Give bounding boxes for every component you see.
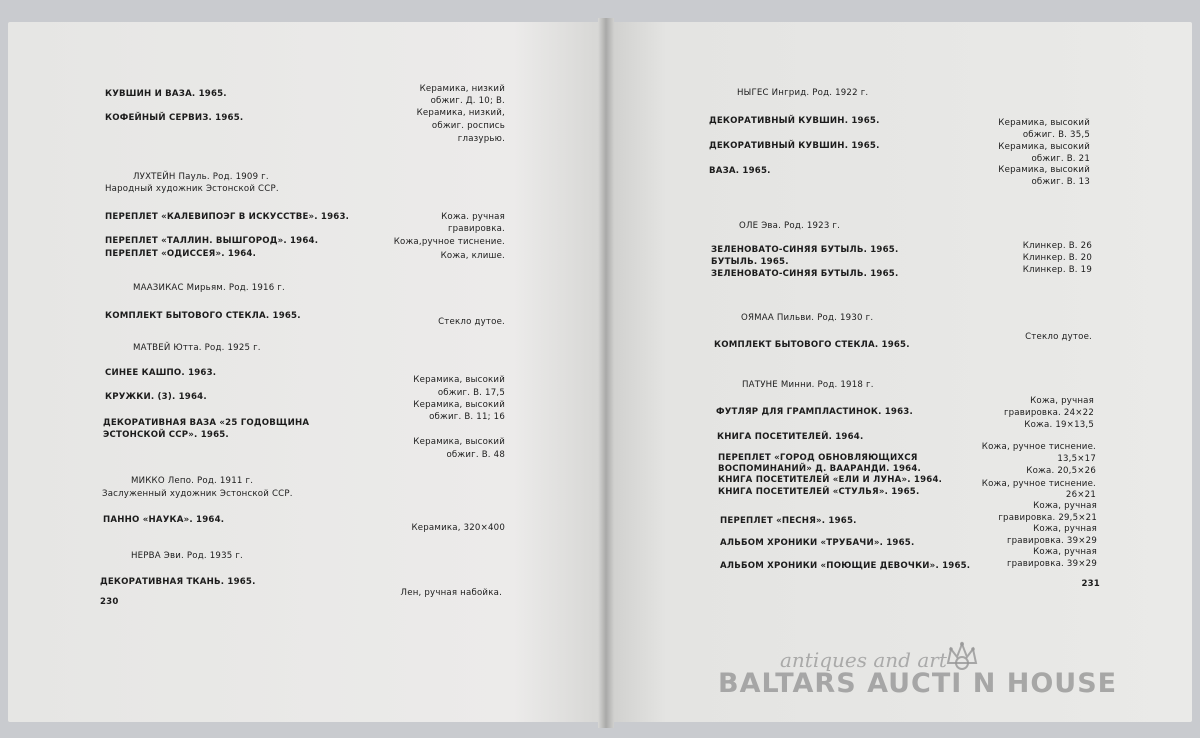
entry-title: КРУЖКИ. (3). 1964.	[105, 392, 207, 402]
entry-material: Керамика, высокий	[413, 437, 505, 447]
artist-heading: ЛУХТЕЙН Пауль. Род. 1909 г.	[133, 172, 269, 182]
entry-title: ЗЕЛЕНОВАТО-СИНЯЯ БУТЫЛЬ. 1965.	[711, 245, 899, 255]
entry-material: Кожа, ручная	[1030, 396, 1094, 406]
entry-material: Лен, ручная набойка.	[400, 588, 502, 598]
entry-title: КНИГА ПОСЕТИТЕЛЕЙ «СТУЛЬЯ». 1965.	[718, 487, 920, 497]
artist-heading: ПАТУНЕ Минни. Род. 1918 г.	[742, 380, 874, 390]
entry-title: СИНЕЕ КАШПО. 1963.	[105, 368, 217, 378]
entry-material: Керамика, высокий	[998, 118, 1090, 128]
entry-material: Керамика, низкий	[419, 84, 505, 94]
watermark-script: antiques and art	[780, 648, 947, 672]
entry-title: АЛЬБОМ ХРОНИКИ «ПОЮЩИЕ ДЕВОЧКИ». 1965.	[720, 561, 971, 571]
entry-material: Стекло дутое.	[438, 317, 505, 327]
entry-title: КОМПЛЕКТ БЫТОВОГО СТЕКЛА. 1965.	[714, 340, 910, 350]
artist-heading: НЕРВА Эви. Род. 1935 г.	[131, 551, 243, 561]
entry-material: Керамика, высокий	[998, 165, 1090, 175]
entry-title: КОФЕЙНЫЙ СЕРВИЗ. 1965.	[105, 113, 244, 123]
watermark-logo: BALTARS AUCTI N HOUSE	[718, 668, 1118, 699]
entry-title: ПЕРЕПЛЕТ «ОДИССЕЯ». 1964.	[105, 249, 257, 259]
entry-material: Кожа,ручное тиснение.	[393, 237, 505, 247]
page-number: 231	[1081, 579, 1100, 589]
entry-title: ДЕКОРАТИВНАЯ ВАЗА «25 ГОДОВЩИНА	[103, 418, 310, 428]
entry-material: Керамика, низкий,	[416, 108, 505, 118]
entry-title: КОМПЛЕКТ БЫТОВОГО СТЕКЛА. 1965.	[105, 311, 301, 321]
entry-title: ПЕРЕПЛЕТ «ГОРОД ОБНОВЛЯЮЩИХСЯ	[718, 453, 918, 463]
entry-title: ДЕКОРАТИВНЫЙ КУВШИН. 1965.	[709, 116, 880, 126]
entry-material: Клинкер. В. 20	[1022, 253, 1092, 263]
book-gutter	[598, 18, 614, 728]
left-page	[8, 22, 603, 722]
entry-material: Кожа, ручное тиснение.	[981, 442, 1096, 452]
entry-material: Кожа, ручная	[1033, 524, 1097, 534]
entry-material: Кожа, ручная	[1033, 501, 1097, 511]
entry-material: Кожа. 19×13,5	[1024, 420, 1094, 430]
artist-note: Народный художник Эстонской ССР.	[105, 184, 279, 194]
entry-material: Кожа. 20,5×26	[1026, 466, 1096, 476]
entry-material: обжиг. В. 35,5	[1022, 130, 1090, 140]
artist-heading: МИККО Лепо. Род. 1911 г.	[131, 476, 254, 486]
entry-title: КНИГА ПОСЕТИТЕЛЕЙ. 1964.	[717, 432, 864, 442]
artist-heading: ОЛЕ Эва. Род. 1923 г.	[739, 221, 841, 231]
entry-material: 26×21	[1065, 490, 1096, 500]
page-number: 230	[100, 597, 119, 607]
entry-title: ФУТЛЯР ДЛЯ ГРАМПЛАСТИНОК. 1963.	[716, 407, 913, 417]
entry-title: ПЕРЕПЛЕТ «КАЛЕВИПОЭГ В ИСКУССТВЕ». 1963.	[105, 212, 350, 222]
entry-title: ПЕРЕПЛЕТ «ПЕСНЯ». 1965.	[720, 516, 857, 526]
entry-material: обжиг. В. 11; 16	[429, 412, 505, 422]
entry-material: Керамика, 320×400	[411, 523, 505, 533]
entry-material: обжиг. В. 21	[1031, 154, 1090, 164]
entry-material: Стекло дутое.	[1025, 332, 1092, 342]
entry-material: Керамика, высокий	[413, 375, 505, 385]
entry-material: 13,5×17	[1057, 454, 1096, 464]
crown-icon	[945, 641, 979, 671]
entry-material: Кожа. ручная	[441, 212, 505, 222]
entry-material: гравировка. 39×29	[1006, 536, 1097, 546]
entry-title: КНИГА ПОСЕТИТЕЛЕЙ «ЕЛИ И ЛУНА». 1964.	[718, 475, 943, 485]
entry-material: обжиг. В. 13	[1031, 177, 1090, 187]
entry-title: АЛЬБОМ ХРОНИКИ «ТРУБАЧИ». 1965.	[720, 538, 915, 548]
entry-title: КУВШИН И ВАЗА. 1965.	[105, 89, 227, 99]
entry-material: гравировка. 24×22	[1003, 408, 1094, 418]
entry-material: обжиг. роспись	[431, 121, 505, 131]
entry-material: обжиг. В. 17,5	[437, 388, 505, 398]
entry-title: ПАННО «НАУКА». 1964.	[103, 515, 225, 525]
entry-title: ПЕРЕПЛЕТ «ТАЛЛИН. ВЫШГОРОД». 1964.	[105, 236, 319, 246]
entry-title: ВАЗА. 1965.	[709, 166, 771, 176]
entry-title: ЭСТОНСКОЙ ССР». 1965.	[103, 430, 229, 440]
entry-material: гравировка.	[447, 224, 505, 234]
entry-material: обжиг. В. 48	[446, 450, 505, 460]
entry-material: Керамика, высокий	[413, 400, 505, 410]
entry-title: ЗЕЛЕНОВАТО-СИНЯЯ БУТЫЛЬ. 1965.	[711, 269, 899, 279]
entry-material: Клинкер. В. 19	[1022, 265, 1092, 275]
entry-title: ДЕКОРАТИВНАЯ ТКАНЬ. 1965.	[100, 577, 256, 587]
entry-title: ДЕКОРАТИВНЫЙ КУВШИН. 1965.	[709, 141, 880, 151]
entry-material: Клинкер. В. 26	[1022, 241, 1092, 251]
artist-heading: МААЗИКАС Мирьям. Род. 1916 г.	[133, 283, 285, 293]
entry-material: Кожа, ручное тиснение.	[981, 479, 1096, 489]
entry-material: обжиг. Д. 10; В.	[430, 96, 505, 106]
entry-material: Кожа, ручная	[1033, 547, 1097, 557]
entry-material: Кожа, клише.	[440, 251, 505, 261]
artist-note: Заслуженный художник Эстонской ССР.	[102, 489, 293, 499]
entry-material: гравировка. 29,5×21	[998, 513, 1097, 523]
artist-heading: ОЯМАА Пильви. Род. 1930 г.	[741, 313, 874, 323]
entry-material: глазурью.	[457, 134, 505, 144]
artist-heading: МАТВЕЙ Ютта. Род. 1925 г.	[133, 343, 261, 353]
artist-heading: НЫГЕС Ингрид. Род. 1922 г.	[737, 88, 869, 98]
right-page	[608, 22, 1192, 722]
entry-title: БУТЫЛЬ. 1965.	[711, 257, 789, 267]
entry-material: Керамика, высокий	[998, 142, 1090, 152]
entry-title: ВОСПОМИНАНИЙ» Д. ВААРАНДИ. 1964.	[718, 464, 921, 474]
entry-material: гравировка. 39×29	[1006, 559, 1097, 569]
